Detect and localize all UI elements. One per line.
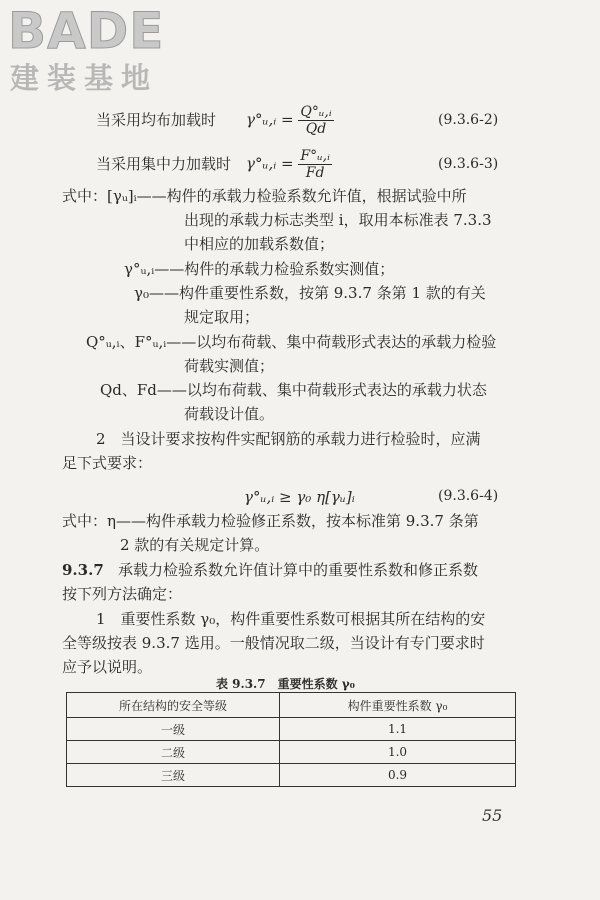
table-caption: 表 9.3.7 重要性系数 γ₀ (216, 677, 355, 691)
table-cell-grade: 三级 (67, 764, 280, 787)
clause-number: 9.3.7 (62, 561, 104, 579)
def-q-f-observed: Q°ᵤ,ᵢ、F°ᵤ,ᵢ——以均布荷载、集中荷载形式表达的承载力检验 (86, 333, 497, 351)
eta-def-line-1: 式中：η——构件承载力检验修正系数，按本标准第 9.3.7 条第 (62, 512, 479, 530)
clause-line-1: 承载力检验系数允许值计算中的重要性系数和修正系数 (118, 561, 479, 579)
brand-logo: BADE (8, 2, 165, 60)
formula-3-number: (9.3.6-4) (438, 488, 499, 504)
table-cell-factor: 1.1 (280, 718, 516, 741)
item-1-line-3: 应予以说明。 (62, 658, 153, 676)
formula-1-denominator: Qd (305, 121, 327, 137)
item-1-line-2: 全等级按表 9.3.7 选用。一般情况取二级，当设计有专门要求时 (62, 634, 485, 652)
brand-subtitle: 建装基地 (10, 61, 159, 95)
table-header-factor: 构件重要性系数 γ₀ (280, 693, 516, 718)
formula-3: γ°ᵤ,ᵢ ≥ γ₀ η[γᵤ]ᵢ (244, 488, 355, 506)
importance-factor-table (66, 692, 516, 787)
def-intro: 式中：[γᵤ]ᵢ——构件的承载力检验系数允许值，根据试验中所 (62, 187, 467, 205)
formula-1-number: (9.3.6-2) (438, 112, 499, 128)
table-row (67, 718, 516, 741)
table-cell-factor: 0.9 (280, 764, 516, 787)
table-row (67, 741, 516, 764)
formula-1-fraction (298, 104, 333, 137)
def-gamma-u-i-cont1: 出现的承载力标志类型 i，取用本标准表 7.3.3 (184, 211, 492, 229)
eta-def-line-2: 2 款的有关规定计算。 (120, 536, 270, 554)
formula-2-number: (9.3.6-3) (438, 156, 499, 172)
table-row (67, 764, 516, 787)
formula-1-lhs: γ°ᵤ,ᵢ = (246, 110, 294, 129)
table-cell-grade: 一级 (67, 718, 280, 741)
def-gamma-u-i-cont2: 中相应的加载系数值； (184, 235, 335, 253)
formula-2-label: 当采用集中力加载时 (96, 155, 232, 173)
formula-2 (246, 148, 332, 181)
def-gamma-u-i-observed: γ°ᵤ,ᵢ——构件的承载力检验系数实测值； (124, 260, 395, 278)
table-header-row (67, 693, 516, 718)
formula-2-denominator: Fd (305, 165, 325, 181)
page-number: 55 (482, 806, 503, 825)
def-gamma-0: γ₀——构件重要性系数，按第 9.3.7 条第 1 款的有关 (134, 284, 486, 302)
formula-2-fraction (298, 148, 332, 181)
def-q-f-design-cont: 荷载设计值。 (184, 405, 275, 423)
def-q-f-design: Qd、Fd——以均布荷载、集中荷载形式表达的承载力状态 (100, 381, 487, 399)
item-2-line-1: 2 当设计要求按构件实配钢筋的承载力进行检验时，应满 (96, 430, 481, 448)
clause-line-2: 按下列方法确定： (62, 585, 183, 603)
table-cell-factor: 1.0 (280, 741, 516, 764)
item-2-line-2: 足下式要求： (62, 454, 153, 472)
table-header-grade: 所在结构的安全等级 (67, 693, 280, 718)
formula-1-numerator: Q°ᵤ,ᵢ (300, 104, 332, 120)
formula-1-label: 当采用均布加载时 (96, 111, 217, 129)
formula-1 (246, 104, 334, 137)
def-gamma-0-cont: 规定取用； (184, 308, 260, 326)
table-cell-grade: 二级 (67, 741, 280, 764)
formula-2-numerator: F°ᵤ,ᵢ (300, 148, 330, 164)
def-q-f-observed-cont: 荷载实测值； (184, 357, 275, 375)
item-1-line-1: 1 重要性系数 γ₀，构件重要性系数可根据其所在结构的安 (96, 610, 486, 628)
formula-2-lhs: γ°ᵤ,ᵢ = (246, 154, 294, 173)
